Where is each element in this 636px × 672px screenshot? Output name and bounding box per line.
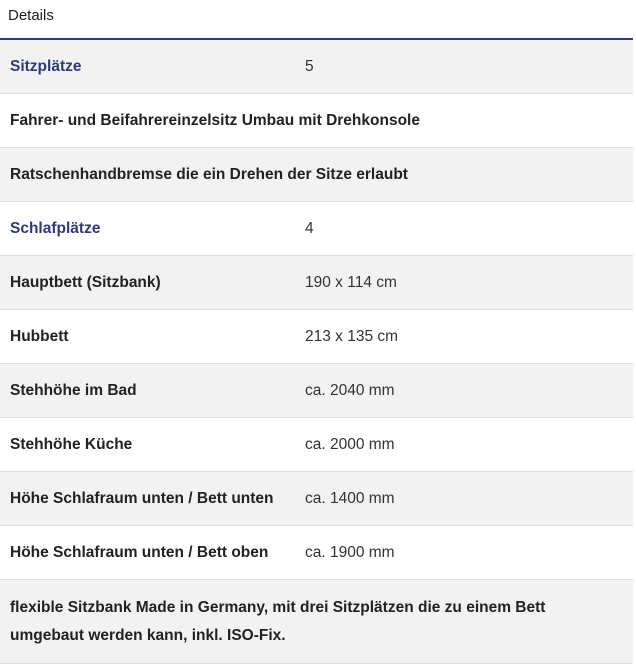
- row-note-handbrake: Ratschenhandbremse die ein Drehen der Sitze erlaubt: [10, 165, 408, 183]
- table-row: [0, 256, 633, 310]
- row-label-sleeping-places: Schlafplätze: [10, 219, 101, 237]
- row-label-seats: Sitzplätze: [10, 57, 82, 75]
- table-row: [0, 202, 633, 256]
- row-label-upper-bed-height: Höhe Schlafraum unten / Bett oben: [10, 543, 269, 561]
- row-value-bathroom-height: ca. 2040 mm: [305, 381, 395, 399]
- row-value-main-bed: 190 x 114 cm: [305, 273, 397, 291]
- row-value-lower-bed-height: ca. 1400 mm: [305, 489, 395, 507]
- table-row: [0, 580, 633, 664]
- row-label-kitchen-height: Stehhöhe Küche: [10, 435, 133, 453]
- row-value-upper-bed-height: ca. 1900 mm: [305, 543, 395, 561]
- table-row: [0, 310, 633, 364]
- row-value-kitchen-height: ca. 2000 mm: [305, 435, 395, 453]
- table-row: [0, 526, 633, 580]
- row-note-swivel-seats: Fahrer- und Beifahrereinzelsitz Umbau mit Drehkonsole: [10, 111, 420, 129]
- row-label-lower-bed-height: Höhe Schlafraum unten / Bett unten: [10, 489, 274, 507]
- row-label-bathroom-height: Stehhöhe im Bad: [10, 381, 137, 399]
- details-heading: Details: [0, 0, 633, 40]
- row-value-sleeping-places: 4: [305, 219, 314, 237]
- row-label-main-bed: Hauptbett (Sitzbank): [10, 273, 161, 291]
- row-note-seat-bench: flexible Sitzbank Made in Germany, mit drei Sitzplätzen die zu einem Bett umgebaut werden kann, inkl. ISO-Fix.: [10, 598, 546, 644]
- table-row: [0, 418, 633, 472]
- row-label-lift-bed: Hubbett: [10, 327, 69, 345]
- row-value-seats: 5: [305, 57, 314, 75]
- table-row: [0, 364, 633, 418]
- table-row: [0, 40, 633, 94]
- row-value-lift-bed: 213 x 135 cm: [305, 327, 399, 345]
- table-row: [0, 472, 633, 526]
- table-row: [0, 148, 633, 202]
- details-table: [0, 40, 633, 664]
- table-row: [0, 94, 633, 148]
